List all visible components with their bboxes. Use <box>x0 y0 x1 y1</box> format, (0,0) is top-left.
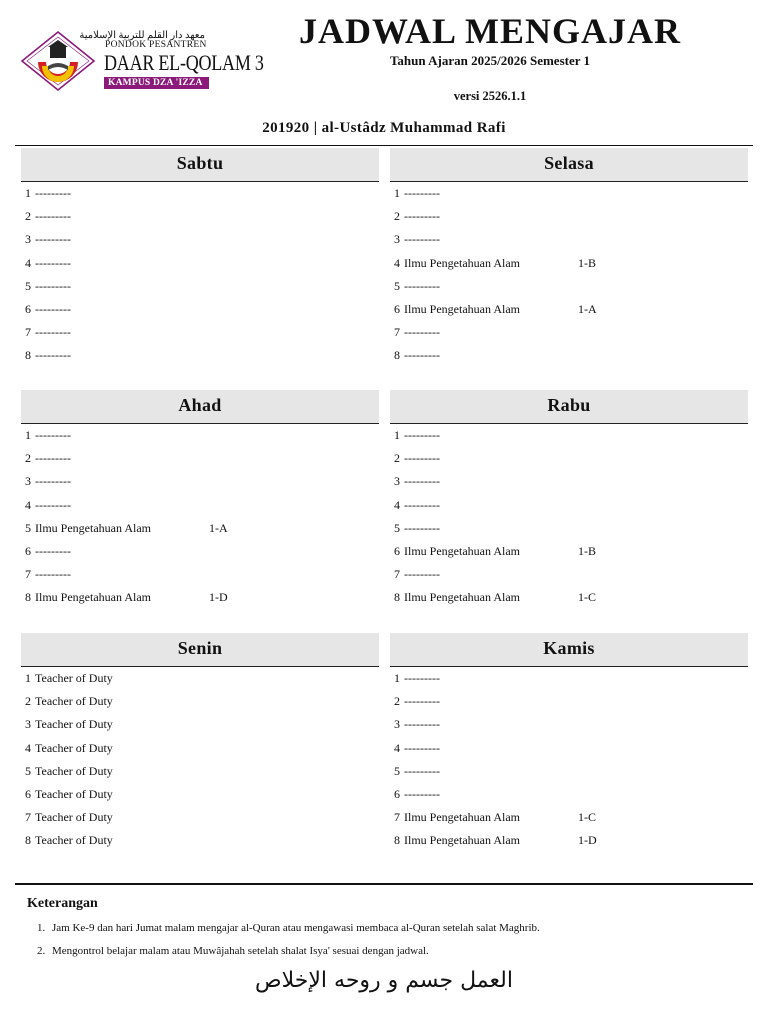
period-row <box>390 298 748 321</box>
school-subtitle: PONDOK PESANTREN <box>105 40 207 50</box>
period-row <box>390 806 748 829</box>
period-row <box>390 424 748 447</box>
period-row <box>390 760 748 783</box>
period-number: 1 <box>25 428 31 442</box>
period-subject: --------- <box>35 543 71 558</box>
day-kamis <box>390 633 748 853</box>
period-number: 3 <box>25 717 31 732</box>
period-row <box>390 829 748 852</box>
day-header: Rabu <box>390 390 748 424</box>
period-row <box>21 252 379 275</box>
period-row <box>390 447 748 470</box>
period-subject: --------- <box>404 209 440 224</box>
period-number: 3 <box>25 474 31 489</box>
period-number: 3 <box>394 232 400 247</box>
note-item: 2. Mengontrol belajar malam atau Muwâjahah setelah shalat Isya' sesuai dengan jadwal. <box>48 941 748 964</box>
period-row <box>390 737 748 760</box>
period-number: 8 <box>394 590 400 605</box>
day-header: Kamis <box>390 633 748 667</box>
period-subject: --------- <box>404 474 440 489</box>
period-number: 2 <box>25 209 31 224</box>
period-number: 5 <box>25 278 31 293</box>
period-row <box>21 517 379 540</box>
period-number: 5 <box>394 763 400 778</box>
period-number: 7 <box>25 810 31 825</box>
period-row <box>390 470 748 493</box>
period-subject: --------- <box>404 186 440 200</box>
period-subject: --------- <box>35 325 71 340</box>
period-class: 1-C <box>578 810 596 825</box>
period-number: 1 <box>394 428 400 442</box>
period-subject: --------- <box>404 671 440 685</box>
period-subject: --------- <box>404 497 440 512</box>
period-row <box>390 494 748 517</box>
period-number: 1 <box>25 186 31 200</box>
note-item: 1. Jam Ke-9 dan hari Jumat malam mengajar al-Quran atau mengawasi membaca al-Quran setelah salat Maghrib. <box>48 918 748 941</box>
period-subject: --------- <box>404 786 440 801</box>
day-header: Ahad <box>21 390 379 424</box>
day-senin <box>21 633 379 853</box>
period-subject: Teacher of Duty <box>35 694 113 709</box>
period-row <box>21 470 379 493</box>
period-number: 5 <box>394 278 400 293</box>
period-number: 2 <box>25 451 31 466</box>
period-subject: --------- <box>35 348 71 363</box>
day-header: Sabtu <box>21 148 379 182</box>
period-number: 7 <box>394 567 400 582</box>
period-subject: --------- <box>404 348 440 363</box>
period-subject: --------- <box>35 209 71 224</box>
period-subject: Teacher of Duty <box>35 763 113 778</box>
period-subject: Teacher of Duty <box>35 833 113 848</box>
period-subject: --------- <box>404 740 440 755</box>
period-number: 8 <box>25 833 31 848</box>
period-number: 8 <box>25 590 31 605</box>
period-subject: --------- <box>404 451 440 466</box>
period-row <box>21 228 379 251</box>
period-number: 5 <box>394 520 400 535</box>
period-number: 4 <box>25 497 31 512</box>
period-number: 5 <box>25 763 31 778</box>
period-subject: --------- <box>404 232 440 247</box>
period-number: 7 <box>25 325 31 340</box>
period-row <box>21 447 379 470</box>
period-number: 8 <box>25 348 31 363</box>
period-row <box>390 321 748 344</box>
period-subject: Teacher of Duty <box>35 810 113 825</box>
period-number: 3 <box>25 232 31 247</box>
period-subject: Teacher of Duty <box>35 786 113 801</box>
divider <box>15 883 753 885</box>
period-number: 2 <box>394 694 400 709</box>
period-number: 4 <box>394 740 400 755</box>
day-header: Selasa <box>390 148 748 182</box>
period-subject: Ilmu Pengetahuan Alam <box>35 520 151 535</box>
period-subject: --------- <box>35 497 71 512</box>
teacher-name: 201920 | al-Ustâdz Muhammad Rafi <box>262 120 506 136</box>
campus-badge: KAMPUS DZA 'IZZA <box>104 77 209 89</box>
period-number: 4 <box>25 740 31 755</box>
period-row <box>21 690 379 713</box>
period-row <box>21 344 379 367</box>
period-subject: Teacher of Duty <box>35 740 113 755</box>
school-name: DAAR EL-QOLAM 3 <box>104 50 264 75</box>
period-number: 7 <box>394 810 400 825</box>
period-subject: Ilmu Pengetahuan Alam <box>35 590 151 605</box>
period-class: 1-B <box>578 543 596 558</box>
period-row <box>21 737 379 760</box>
period-row <box>390 275 748 298</box>
period-row <box>390 540 748 563</box>
period-row <box>390 586 748 609</box>
period-subject: --------- <box>404 325 440 340</box>
period-row <box>390 344 748 367</box>
period-row <box>21 182 379 205</box>
period-subject: --------- <box>404 763 440 778</box>
period-number: 8 <box>394 348 400 363</box>
period-number: 2 <box>394 451 400 466</box>
period-class: 1-A <box>578 301 597 316</box>
period-row <box>21 760 379 783</box>
period-row <box>21 586 379 609</box>
period-row <box>390 182 748 205</box>
period-class: 1-D <box>578 833 597 848</box>
arabic-motto: العمل جسم و روحه الإخلاص <box>255 968 513 993</box>
period-subject: Ilmu Pengetahuan Alam <box>404 810 520 825</box>
period-number: 6 <box>25 301 31 316</box>
period-row <box>390 228 748 251</box>
period-row <box>21 829 379 852</box>
period-row <box>21 494 379 517</box>
period-subject: Ilmu Pengetahuan Alam <box>404 301 520 316</box>
period-subject: --------- <box>404 567 440 582</box>
period-subject: --------- <box>35 255 71 270</box>
period-subject: Teacher of Duty <box>35 671 113 685</box>
period-number: 3 <box>394 717 400 732</box>
period-row <box>21 806 379 829</box>
period-row <box>21 424 379 447</box>
period-number: 8 <box>394 833 400 848</box>
period-class: 1-C <box>578 590 596 605</box>
period-subject: --------- <box>35 451 71 466</box>
period-number: 5 <box>25 520 31 535</box>
period-row <box>390 205 748 228</box>
school-arabic-name: معهد دار القلم للتربية الإسلامية <box>79 30 205 41</box>
notes-list <box>30 918 748 964</box>
divider <box>15 145 753 146</box>
notes-title: Keterangan <box>27 896 98 911</box>
period-number: 6 <box>394 301 400 316</box>
period-subject: Ilmu Pengetahuan Alam <box>404 255 520 270</box>
period-class: 1-D <box>209 590 228 605</box>
period-subject: --------- <box>404 694 440 709</box>
period-number: 1 <box>394 186 400 200</box>
day-sabtu <box>21 148 379 368</box>
period-subject: --------- <box>35 232 71 247</box>
period-subject: --------- <box>404 717 440 732</box>
period-number: 1 <box>394 671 400 685</box>
academic-year: Tahun Ajaran 2025/2026 Semester 1 <box>389 53 591 68</box>
period-class: 1-A <box>209 520 228 535</box>
period-number: 6 <box>25 543 31 558</box>
period-subject: --------- <box>35 186 71 200</box>
period-number: 7 <box>394 325 400 340</box>
period-subject: --------- <box>404 278 440 293</box>
period-number: 4 <box>394 255 400 270</box>
period-row <box>21 321 379 344</box>
period-subject: --------- <box>35 278 71 293</box>
period-row <box>21 275 379 298</box>
period-row <box>390 783 748 806</box>
period-subject: --------- <box>35 301 71 316</box>
period-subject: --------- <box>35 567 71 582</box>
period-row <box>21 540 379 563</box>
document-version: versi 2526.1.1 <box>453 89 527 103</box>
period-row <box>390 690 748 713</box>
period-class: 1-B <box>578 255 596 270</box>
period-subject: Teacher of Duty <box>35 717 113 732</box>
period-subject: --------- <box>404 428 440 442</box>
period-subject: --------- <box>35 428 71 442</box>
period-subject: --------- <box>35 474 71 489</box>
period-row <box>21 783 379 806</box>
day-selasa <box>390 148 748 368</box>
period-row <box>390 563 748 586</box>
period-row <box>390 517 748 540</box>
period-number: 3 <box>394 474 400 489</box>
period-number: 7 <box>25 567 31 582</box>
day-ahad <box>21 390 379 610</box>
period-row <box>21 563 379 586</box>
period-subject: Ilmu Pengetahuan Alam <box>404 543 520 558</box>
period-row <box>21 298 379 321</box>
period-number: 6 <box>25 786 31 801</box>
day-header: Senin <box>21 633 379 667</box>
period-number: 2 <box>394 209 400 224</box>
document-title: JADWAL MENGAJAR <box>298 11 681 51</box>
period-subject: Ilmu Pengetahuan Alam <box>404 590 520 605</box>
period-number: 2 <box>25 694 31 709</box>
period-number: 6 <box>394 786 400 801</box>
period-row <box>390 252 748 275</box>
period-row <box>390 713 748 736</box>
period-row <box>21 205 379 228</box>
period-row <box>390 667 748 690</box>
period-number: 6 <box>394 543 400 558</box>
period-subject: Ilmu Pengetahuan Alam <box>404 833 520 848</box>
period-number: 4 <box>25 255 31 270</box>
period-subject: --------- <box>404 520 440 535</box>
day-rabu <box>390 390 748 610</box>
period-number: 1 <box>25 671 31 685</box>
period-number: 4 <box>394 497 400 512</box>
period-row <box>21 667 379 690</box>
period-row <box>21 713 379 736</box>
